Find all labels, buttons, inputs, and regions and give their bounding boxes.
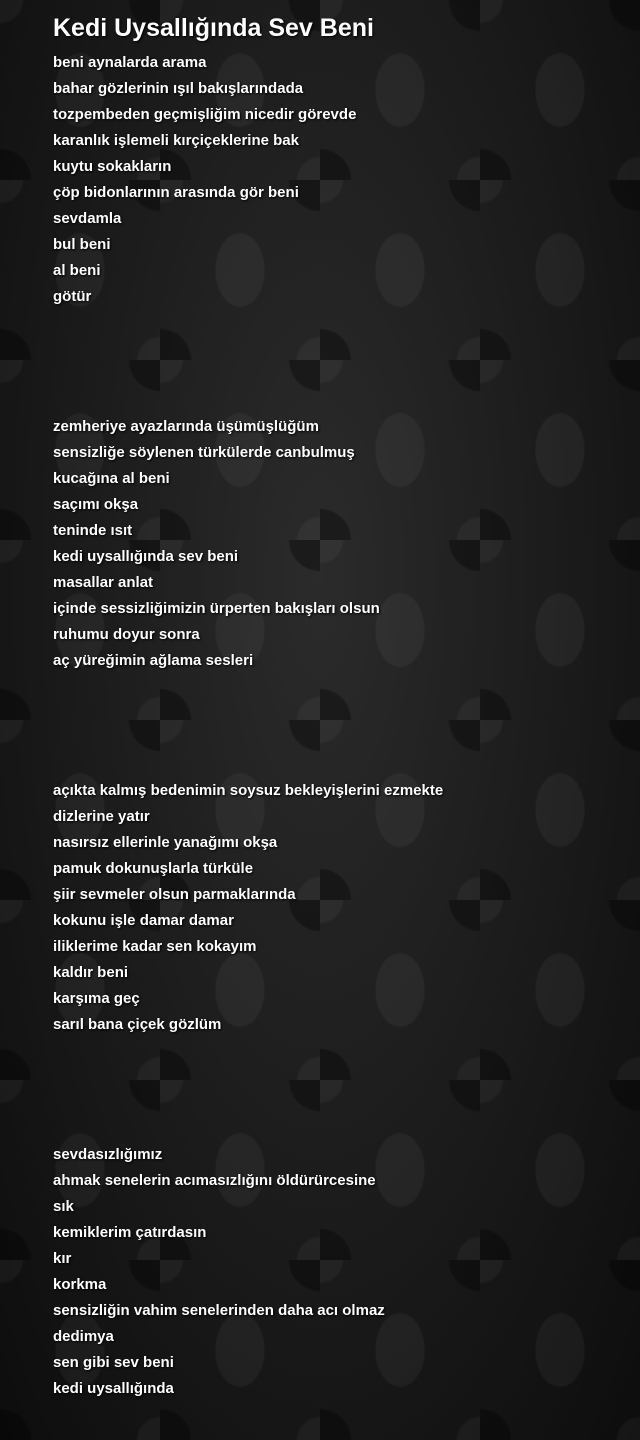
poem-line: çöp bidonlarının arasında gör beni [53, 184, 299, 201]
poem-line: kucağına al beni [53, 470, 170, 487]
poem-line: sen gibi sev beni [53, 1354, 174, 1371]
stanza-1 [53, 50, 623, 310]
poem-line: karşıma geç [53, 990, 140, 1007]
poem-line: sensizliğe söylenen türkülerde canbulmuş [53, 444, 355, 461]
poem-line: içinde sessizliğimizin ürperten bakışları olsun [53, 600, 380, 617]
poem-line: şiir sevmeler olsun parmaklarında [53, 886, 296, 903]
poem-line: saçımı okşa [53, 496, 139, 513]
poem-line: dizlerine yatır [53, 808, 150, 825]
poem-line: beni aynalarda arama [53, 54, 207, 71]
stanza-4 [53, 1142, 623, 1402]
poem-line: kaldır beni [53, 964, 129, 981]
poem-line: karanlık işlemeli kırçiçeklerine bak [53, 132, 299, 149]
poem-line: sık [53, 1198, 74, 1215]
poem-line: masallar anlat [53, 574, 154, 591]
poem-container [53, 12, 623, 1440]
poem-line: sarıl bana çiçek gözlüm [53, 1016, 222, 1033]
poem-line: bahar gözlerinin ışıl bakışlarındada [53, 80, 304, 97]
poem-line: açıkta kalmış bedenimin soysuz bekleyişlerini ezmekte [53, 782, 444, 799]
poem-line: zemheriye ayazlarında üşümüşlüğüm [53, 418, 319, 435]
poem-line: sevdamla [53, 210, 122, 227]
poem-line: ahmak senelerin acımasızlığını öldürürcesine [53, 1172, 376, 1189]
poem-line: tozpembeden geçmişliğim nicedir görevde [53, 106, 357, 123]
poem-title: Kedi Uysallığında Sev Beni [53, 14, 374, 42]
poem-line: bul beni [53, 236, 111, 253]
poem-line: kedi uysallığında [53, 1380, 174, 1397]
stanza-3 [53, 778, 623, 1038]
poem-line: kemiklerim çatırdasın [53, 1224, 207, 1241]
poem-line: kuytu sokakların [53, 158, 172, 175]
poem-line: nasırsız ellerinle yanağımı okşa [53, 834, 278, 851]
poem-line: ruhumu doyur sonra [53, 626, 200, 643]
poem-line: kokunu işle damar damar [53, 912, 234, 929]
poem-line: kedi uysallığında sev beni [53, 548, 239, 565]
stanza-2 [53, 414, 623, 674]
poem-line: iliklerime kadar sen kokayım [53, 938, 257, 955]
poem-line: sensizliğin vahim senelerinden daha acı olmaz [53, 1302, 385, 1319]
poem-line: pamuk dokunuşlarla türküle [53, 860, 254, 877]
poem-line: sevdasızlığımız [53, 1146, 163, 1163]
poem-line: teninde ısıt [53, 522, 133, 539]
poem-line: dedimya [53, 1328, 114, 1345]
poem-line: kır [53, 1250, 72, 1267]
poem-line: götür [53, 288, 92, 305]
poem-line: korkma [53, 1276, 107, 1293]
poem-line: aç yüreğimin ağlama sesleri [53, 652, 254, 669]
poem-line: al beni [53, 262, 101, 279]
